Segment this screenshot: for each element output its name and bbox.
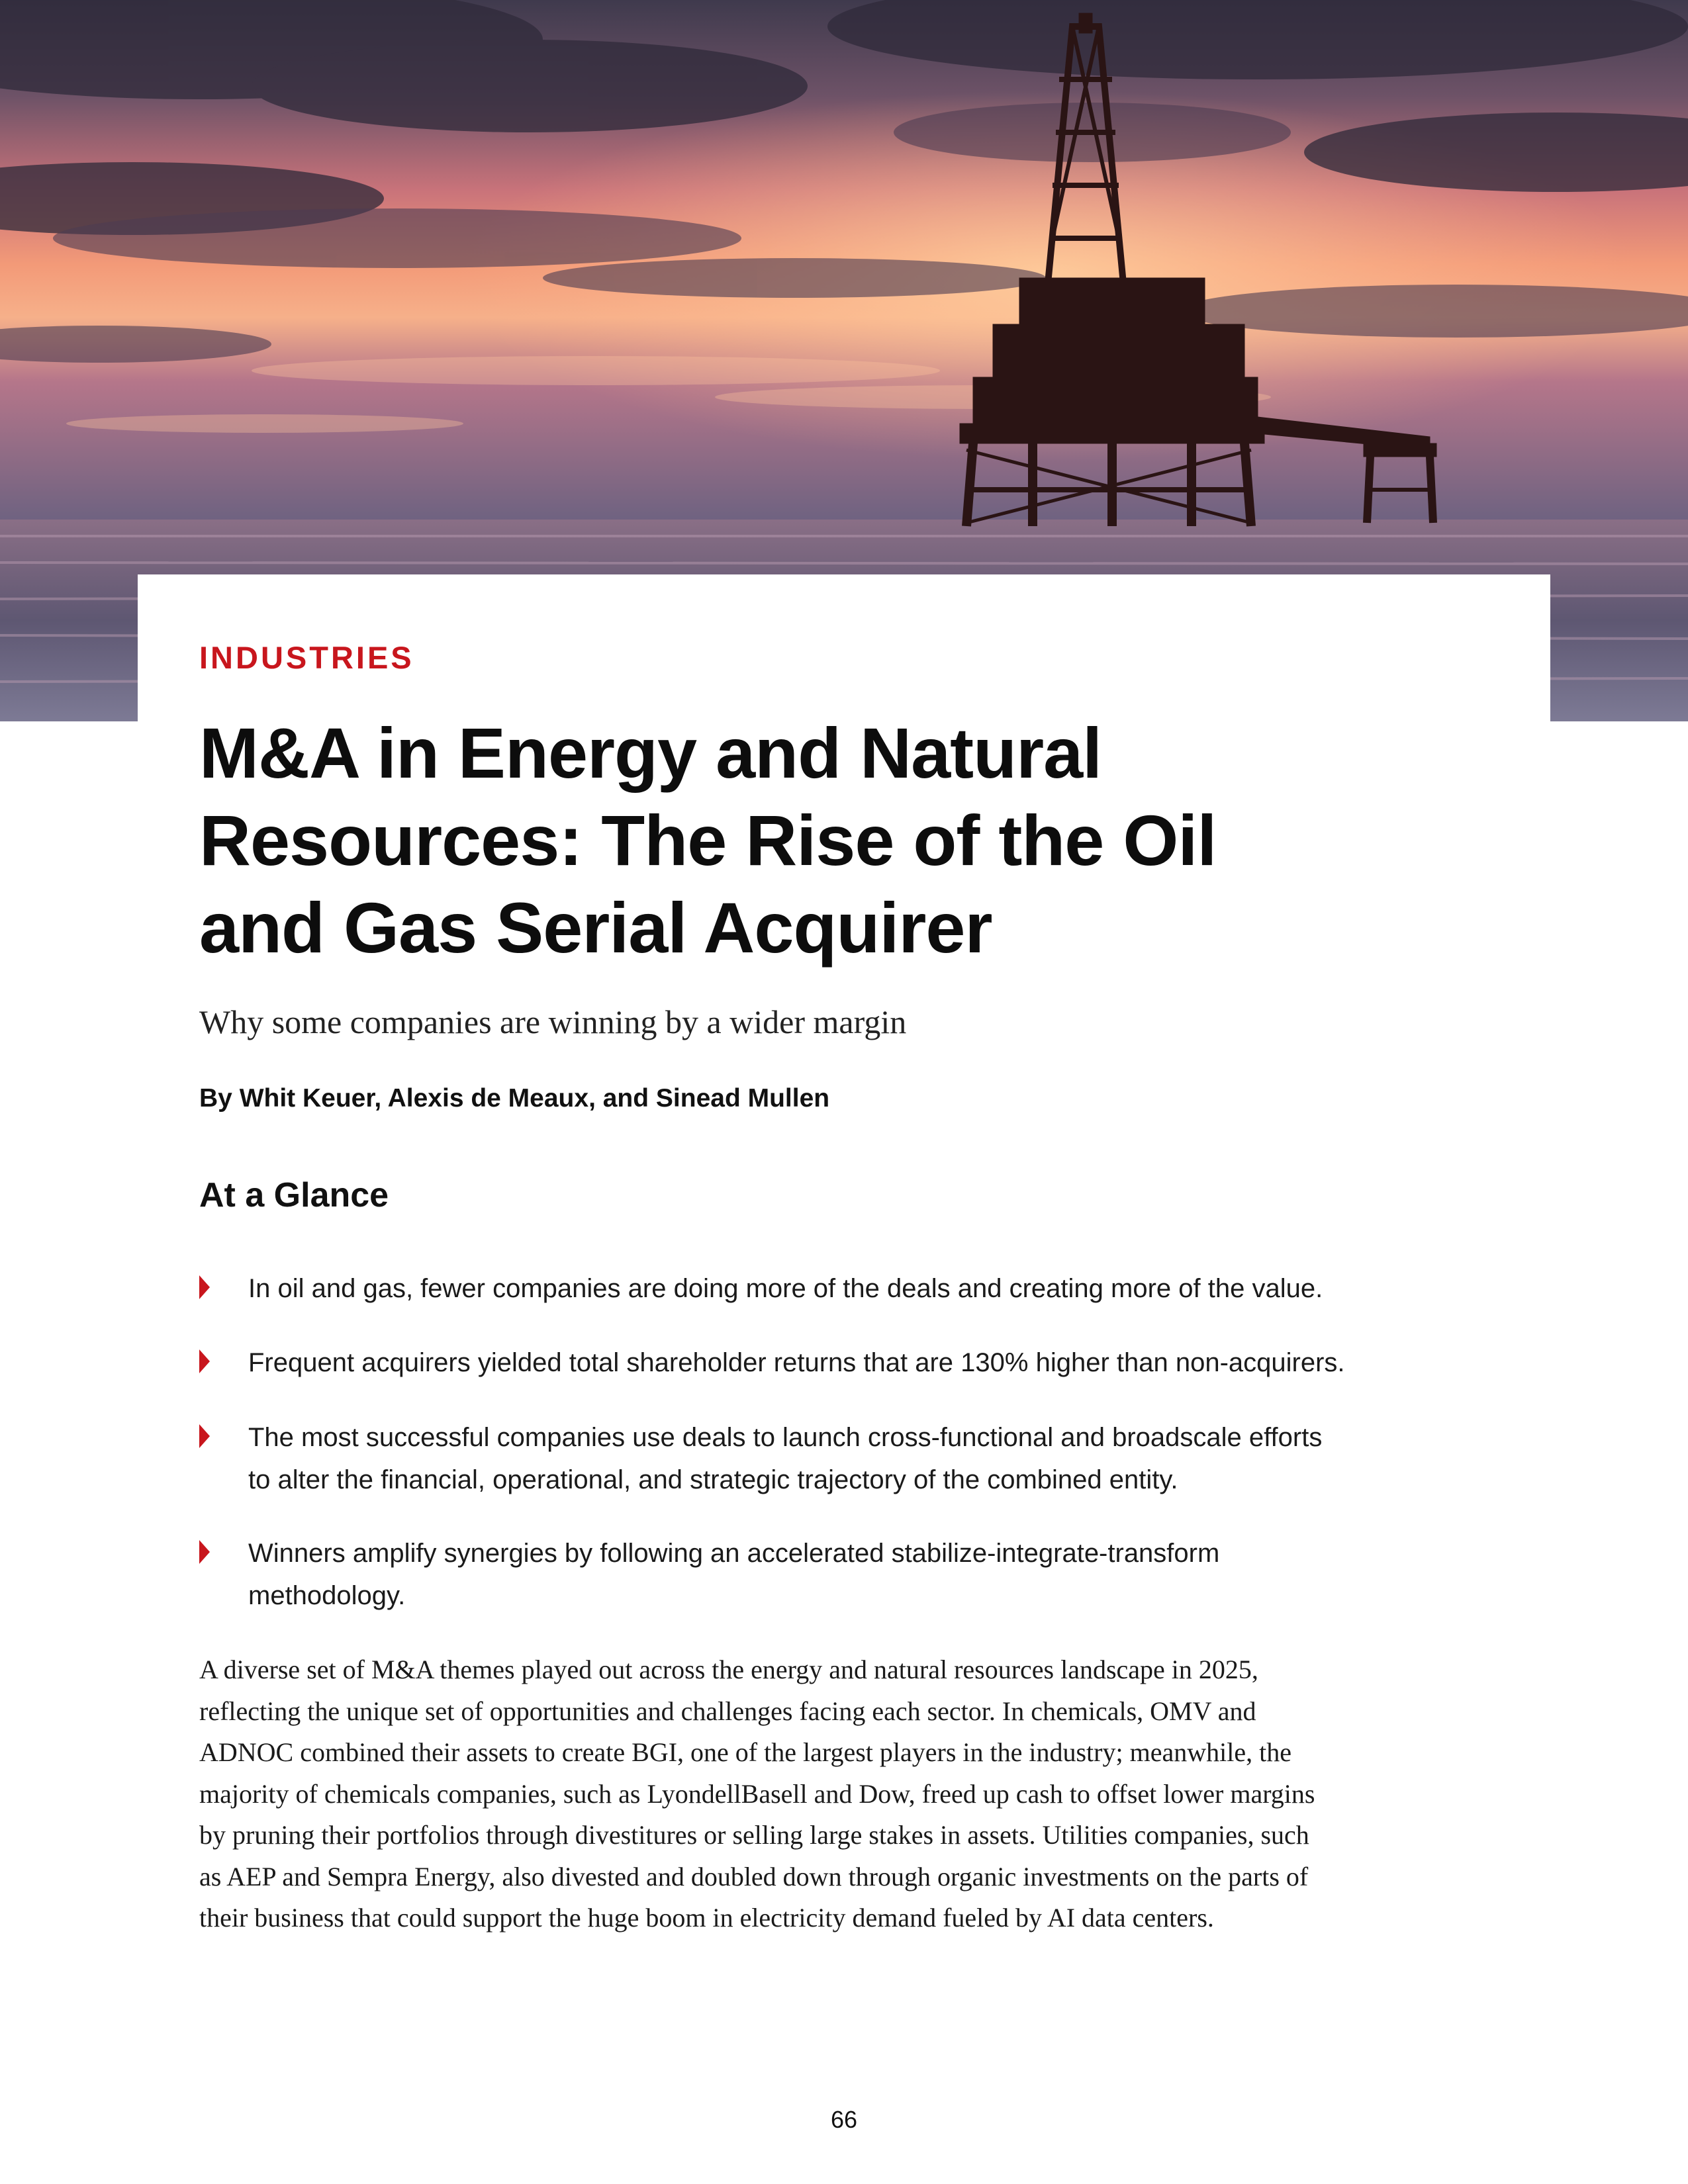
bullet-text: The most successful companies use deals to launch cross-functional and broadscale efforts to alter the financial, operational, and strategic trajectory of the combined entity.	[248, 1423, 1323, 1494]
page-number: 66	[830, 2106, 858, 2133]
section-kicker: INDUSTRIES	[199, 640, 414, 675]
bullet-text: In oil and gas, fewer companies are doing more of the deals and creating more of the value.	[248, 1274, 1323, 1303]
byline: By Whit Keuer, Alexis de Meaux, and Sinead Mullen	[199, 1084, 830, 1113]
title-line: and Gas Serial Acquirer	[199, 887, 992, 968]
bullet-arrow-icon	[199, 1275, 210, 1299]
bullet-text: Frequent acquirers yielded total shareholder returns that are 130% higher than non-acquirers.	[248, 1348, 1345, 1377]
bullet-text: Winners amplify synergies by following an accelerated stabilize-integrate-transform methodology.	[248, 1539, 1220, 1610]
article-title	[199, 709, 1325, 972]
at-a-glance-heading: At a Glance	[199, 1176, 389, 1214]
body-paragraph: A diverse set of M&A themes played out across the energy and natural resources landscape in 2025, reflecting the unique set of opportunities and challenges facing each sector. In chemicals, OMV and ADNOC combined their assets to create BGI, one of the largest players in the industry; meanwhile, the majority of chemicals companies, such as LyondellBasell and Dow, freed up cash to offset lower margins by pruning their portfolios through divestitures or selling large stakes in assets. Utilities companies, such as AEP and Sempra Energy, also divested and doubled down through organic investments on the parts of their business that could support the huge boom in electricity demand fueled by AI data centers.	[199, 1655, 1315, 1933]
title-line: M&A in Energy and Natural	[199, 713, 1102, 793]
bullet-arrow-icon	[199, 1424, 210, 1448]
bullet-arrow-icon	[199, 1349, 210, 1373]
article-subtitle: Why some companies are winning by a wider margin	[199, 1003, 907, 1040]
bullet-arrow-icon	[199, 1540, 210, 1564]
title-line: Resources: The Rise of the Oil	[199, 800, 1217, 880]
